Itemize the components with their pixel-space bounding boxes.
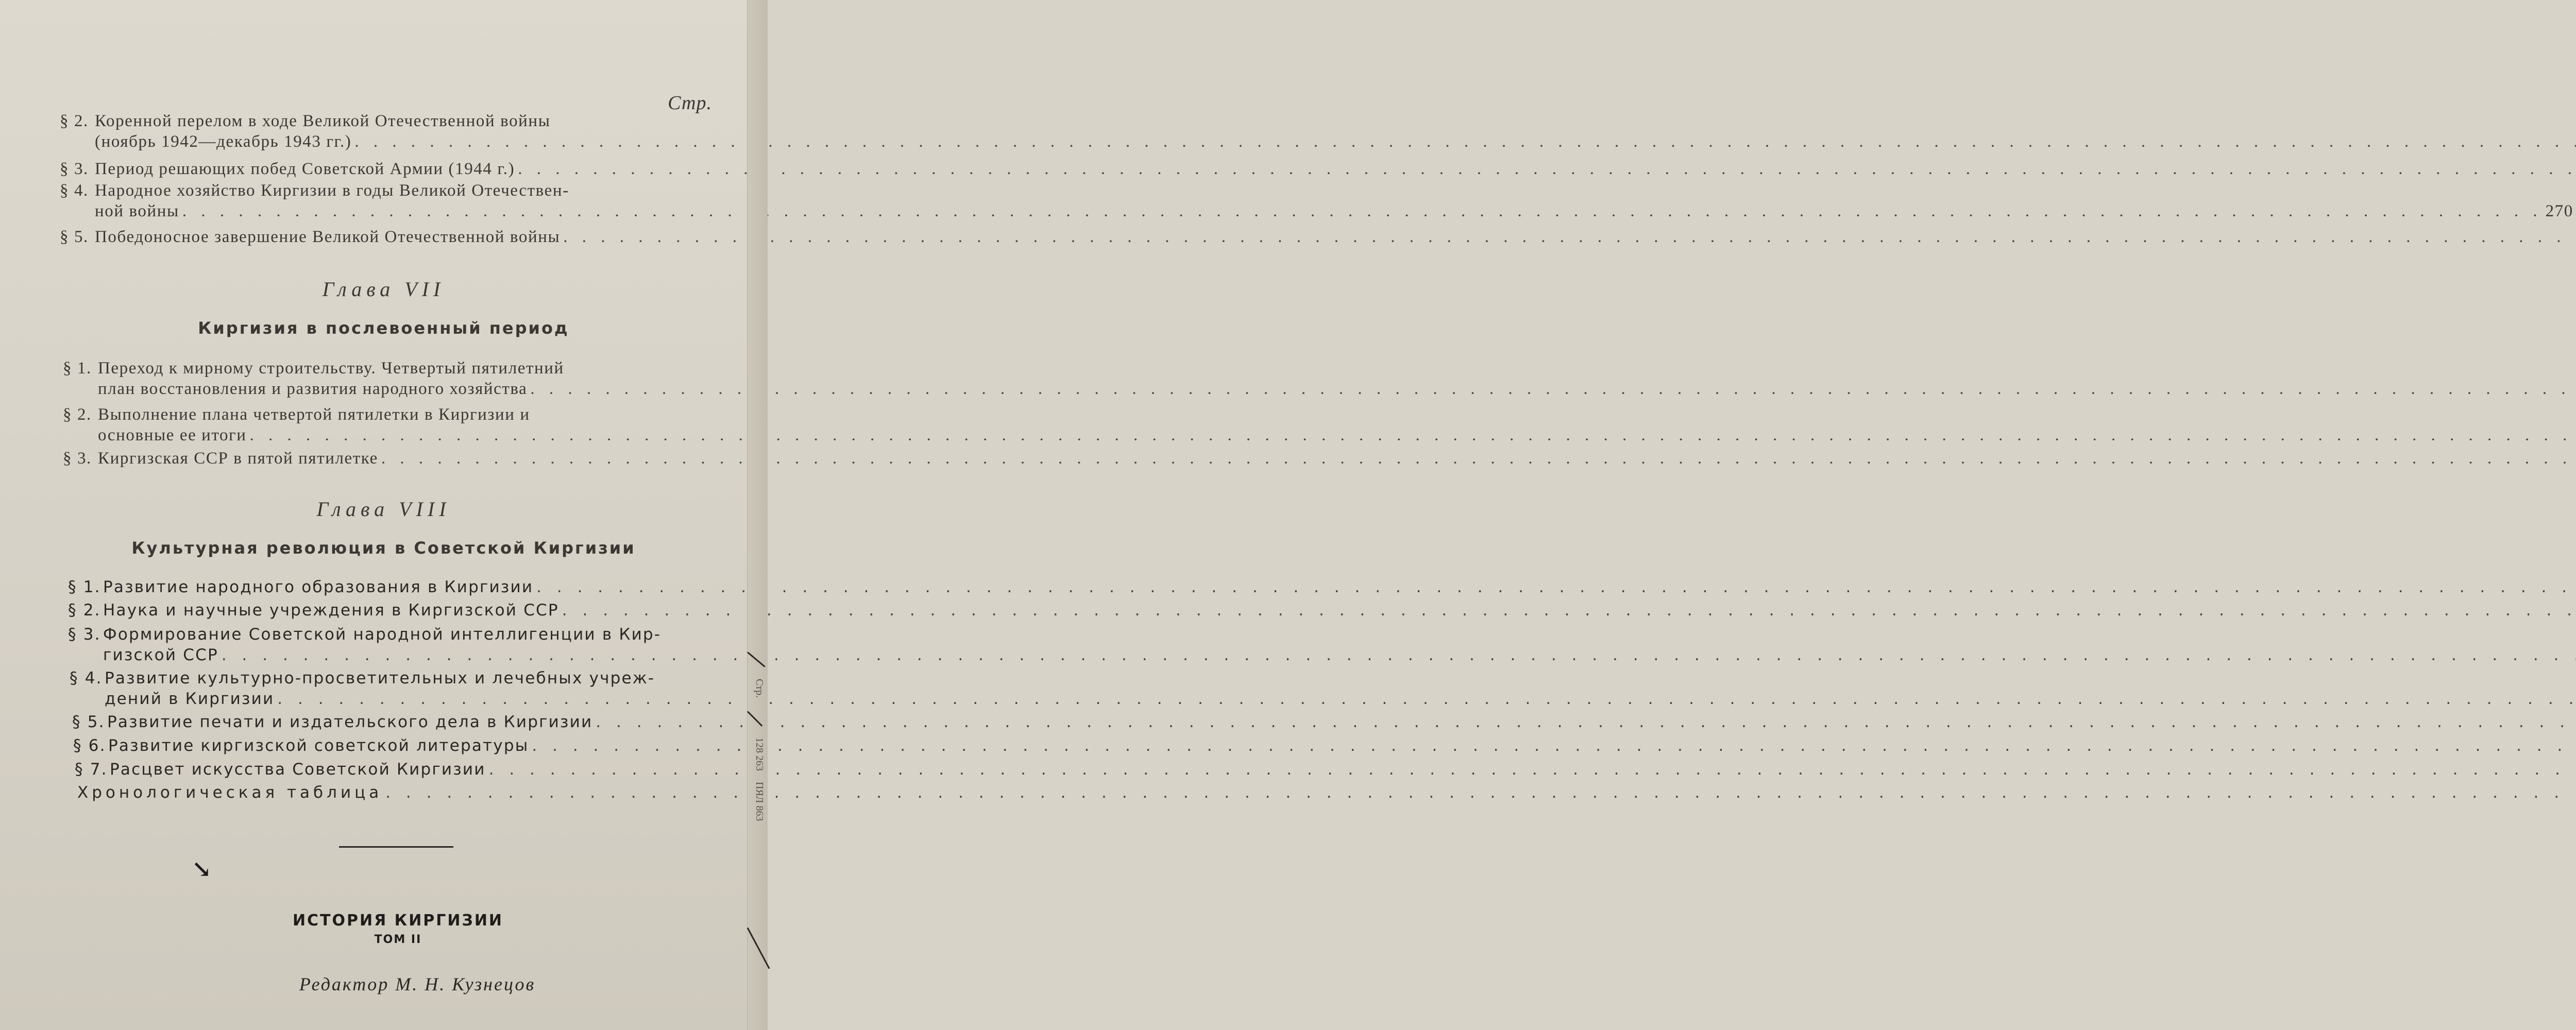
edge-line	[747, 651, 766, 667]
section-number: § 2.	[68, 601, 101, 620]
entry-title-line: (ноябрь 1942—декабрь 1943 гг.)	[95, 132, 352, 151]
toc-entry	[63, 358, 727, 399]
entry-title-line: Победоносное завершение Великой Отечественной войны	[95, 228, 561, 246]
toc-entry	[63, 448, 727, 469]
leader-dots	[518, 159, 2576, 179]
leader-dots	[250, 425, 2576, 445]
toc-entry	[68, 624, 721, 665]
leader-dots	[536, 577, 2576, 597]
entry-title-line: Развитие культурно-просветительных и лечебных учреж-	[105, 669, 655, 688]
leader-dots	[381, 448, 2576, 469]
section-number: § 3.	[68, 625, 101, 644]
toc-entry	[72, 712, 721, 732]
adjacent-page-numbers: 128 263	[754, 737, 765, 771]
chapter-title: Киргизия в послевоенный период	[198, 318, 569, 338]
leader-dots	[563, 227, 2576, 247]
toc-entry	[63, 404, 727, 445]
entry-title-line: Развитие народного образования в Киргизии	[103, 578, 534, 596]
entry-title-line: основные ее итоги	[98, 426, 247, 444]
leader-dots	[532, 735, 2576, 756]
entry-title-line: Развитие киргизской советской литературы	[108, 736, 529, 755]
adjacent-page-edge	[747, 0, 768, 1030]
section-number: § 3.	[63, 449, 92, 468]
leader-dots	[562, 600, 2576, 621]
entry-title-line: Развитие печати и издательского дела в Киргизии	[107, 713, 593, 731]
toc-entry	[60, 180, 2573, 221]
edge-line	[747, 711, 762, 726]
chronology-title: Хронологическая таблица	[77, 783, 383, 802]
leader-dots	[182, 201, 2543, 221]
entry-title-line: Расцвет искусства Советской Киргизии	[110, 760, 486, 779]
section-number: § 5.	[72, 713, 105, 731]
page-number: 270	[2545, 202, 2573, 220]
section-number: § 1.	[63, 359, 92, 377]
section-number: § 1.	[68, 578, 101, 596]
chapter-label: Глава VII	[322, 278, 445, 301]
leader-dots	[596, 712, 2576, 732]
chapter-label: Глава VIII	[316, 497, 451, 521]
leader-dots	[489, 759, 2576, 780]
toc-entry	[60, 227, 730, 247]
edge-line	[747, 928, 770, 969]
section-number: § 4.	[70, 669, 103, 688]
section-number: § 4.	[60, 181, 89, 200]
leader-dots	[222, 645, 2576, 665]
leader-dots	[530, 379, 2576, 399]
section-number: § 5.	[60, 228, 89, 246]
ink-mark: ↘	[192, 856, 212, 882]
entry-title-line: план восстановления и развития народного хозяйства	[98, 380, 528, 398]
toc-entry	[68, 600, 721, 621]
entry-title-line: Переход к мирному строительству. Четвертый пятилетний	[98, 359, 564, 377]
entry-title-line: Коренной перелом в ходе Великой Отечественной войны	[95, 112, 551, 130]
toc-entry-chronology	[77, 782, 721, 803]
chapter-title: Культурная революция в Советской Киргизии	[131, 538, 636, 558]
section-number: § 3.	[60, 160, 89, 178]
toc-entry	[60, 159, 730, 179]
page-column-header: Стр.	[668, 92, 712, 114]
entry-title-line: Наука и научные учреждения в Киргизской ССР	[103, 601, 559, 620]
leader-dots	[354, 131, 2576, 152]
entry-title-line: Киргизская ССР в пятой пятилетке	[98, 449, 378, 468]
adjacent-page-numbers: ПЯЛ 863	[754, 782, 765, 821]
leader-dots	[277, 689, 2576, 709]
editor-credit: Редактор М. Н. Кузнецов	[299, 974, 536, 994]
section-number: § 7.	[75, 760, 108, 779]
leader-dots	[385, 782, 2576, 803]
book-volume: ТОМ II	[374, 933, 422, 946]
toc-entry	[70, 668, 721, 709]
section-divider	[339, 846, 453, 848]
toc-entry	[60, 111, 730, 152]
section-number: § 6.	[73, 736, 106, 755]
entry-title-line: гизской ССР	[103, 646, 218, 664]
book-title: ИСТОРИЯ КИРГИЗИИ	[292, 912, 504, 930]
entry-title-line: ной войны	[95, 202, 179, 220]
entry-title-line: Народное хозяйство Киргизии в годы Великой Отечествен-	[95, 181, 569, 200]
section-number: § 2.	[60, 112, 89, 130]
entry-title-line: Период решающих побед Советской Армии (1944 г.)	[95, 160, 515, 178]
entry-title-line: Выполнение плана четвертой пятилетки в Киргизии и	[98, 405, 530, 424]
toc-entry	[68, 577, 721, 597]
entry-title-line: Формирование Советской народной интеллигенции в Кир-	[103, 625, 662, 644]
entry-title-line: дений в Киргизии	[105, 690, 275, 708]
toc-entry	[73, 735, 721, 756]
adjacent-page-label: Стр.	[754, 679, 765, 698]
section-number: § 2.	[63, 405, 92, 424]
toc-entry	[75, 759, 721, 780]
